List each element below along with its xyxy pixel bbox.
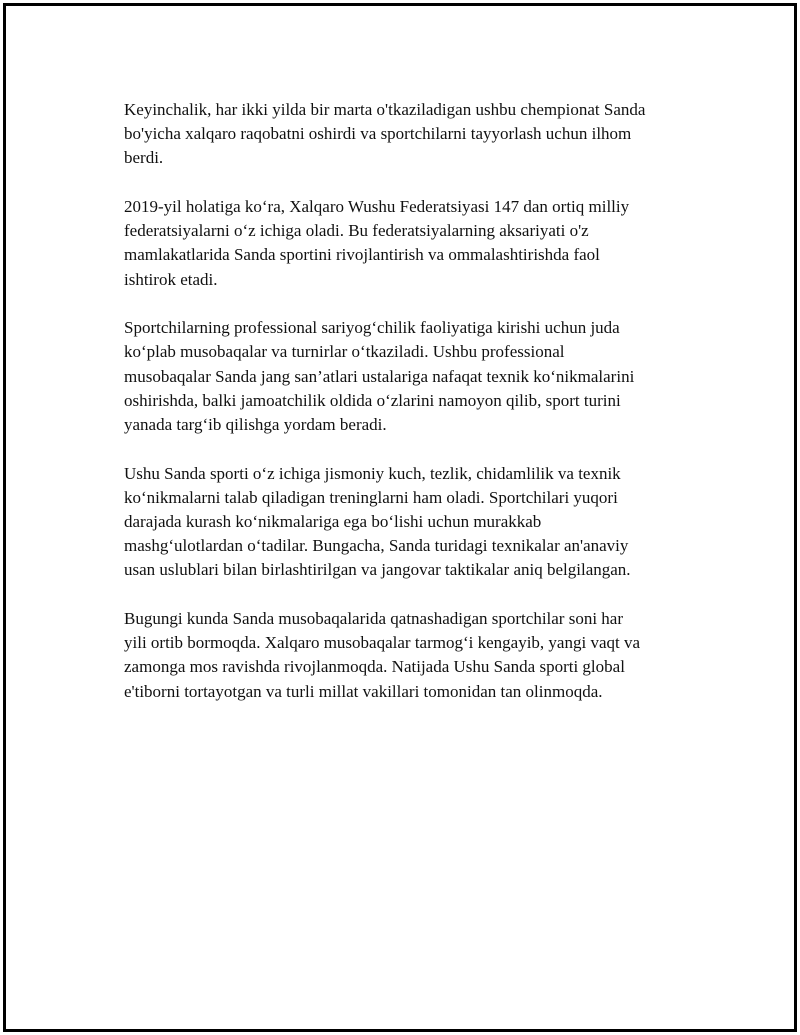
paragraph-line: zamonga mos ravishda rivojlanmoqda. Natijada Ushu Sanda sporti global <box>124 657 625 677</box>
paragraph-line: yili ortib bormoqda. Xalqaro musobaqalar tarmog‘i kengayib, yangi vaqt va <box>124 633 641 653</box>
paragraph-line: ko‘nikmalarni talab qiladigan treninglarni ham oladi. Sportchilari yuqori <box>124 487 618 507</box>
paragraph-3 <box>124 316 704 437</box>
paragraph-line: usan uslublari bilan birlashtirilgan va jangovar taktikalar aniq belgilangan. <box>124 560 631 580</box>
paragraph-line: oshirishda, balki jamoatchilik oldida o‘zlarini namoyon qilib, sport turini <box>124 390 621 410</box>
paragraph-line: berdi. <box>124 148 164 168</box>
paragraph-line: ishtirok etadi. <box>124 269 218 289</box>
paragraph-line: e'tiborni tortayotgan va turli millat vakillari tomonidan tan olinmoqda. <box>124 681 603 701</box>
paragraph-2 <box>124 195 704 292</box>
paragraph-line: federatsiyalarni o‘z ichiga oladi. Bu federatsiyalarning aksariyati o'z <box>124 221 589 241</box>
paragraph-line: bo'yicha xalqaro raqobatni oshirdi va sportchilarni tayyorlash uchun ilhom <box>124 124 632 144</box>
paragraph-4 <box>124 462 704 583</box>
paragraph-line: mamlakatlarida Sanda sportini rivojlantirish va ommalashtirishda faol <box>124 245 600 265</box>
paragraph-line: Keyinchalik, har ikki yilda bir marta o'tkaziladigan ushbu chempionat Sanda <box>124 100 646 119</box>
paragraph-line: musobaqalar Sanda jang san’atlari ustalariga nafaqat texnik ko‘nikmalarini <box>124 366 635 386</box>
paragraph-line: Bugungi kunda Sanda musobaqalarida qatnashadigan sportchilar soni har <box>124 609 624 629</box>
paragraph-line: ko‘plab musobaqalar va turnirlar o‘tkaziladi. Ushbu professional <box>124 342 565 362</box>
paragraph-line: 2019-yil holatiga ko‘ra, Xalqaro Wushu Federatsiyasi 147 dan ortiq milliy <box>124 197 630 216</box>
paragraph-1 <box>124 98 704 171</box>
paragraph-line: mashg‘ulotlardan o‘tadilar. Bungacha, Sanda turidagi texnikalar an'anaviy <box>124 536 629 556</box>
page-frame <box>3 3 797 1032</box>
document-body <box>124 98 704 728</box>
paragraph-line: Sportchilarning professional sariyog‘chilik faoliyatiga kirishi uchun juda <box>124 318 620 338</box>
paragraph-5 <box>124 607 704 704</box>
paragraph-line: darajada kurash ko‘nikmalariga ega bo‘lishi uchun murakkab <box>124 512 542 532</box>
paragraph-line: yanada targ‘ib qilishga yordam beradi. <box>124 415 387 435</box>
paragraph-line: Ushu Sanda sporti o‘z ichiga jismoniy kuch, tezlik, chidamlilik va texnik <box>124 463 621 483</box>
